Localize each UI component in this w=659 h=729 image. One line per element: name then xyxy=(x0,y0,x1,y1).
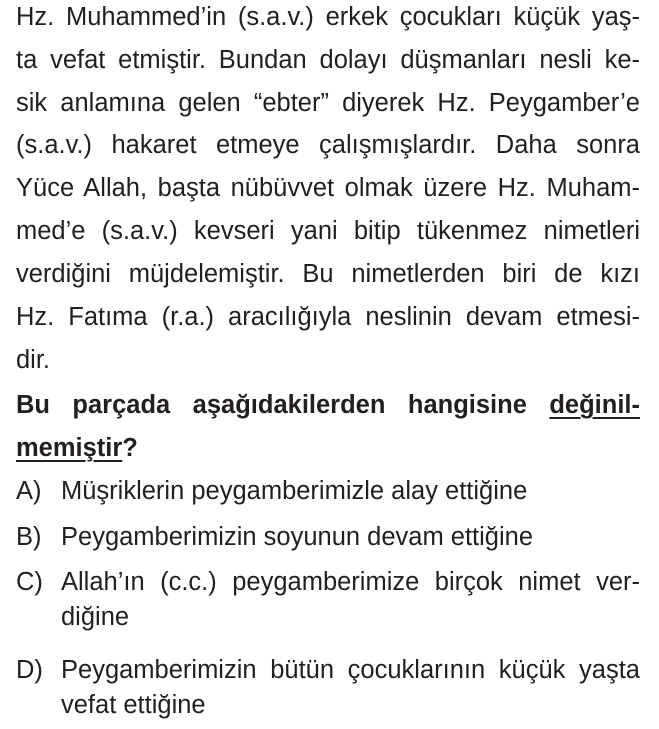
passage-line-9: dir. xyxy=(16,346,51,374)
option-d-text-line-1: Peygamberimizin bütün çocuklarının küçük yaşta xyxy=(61,656,640,684)
option-d-letter: D) xyxy=(16,656,43,684)
option-b-letter: B) xyxy=(16,523,42,551)
passage-line-2: ta vefat etmiştir. Bundan dolayı düşmanları nesli ke- xyxy=(16,46,640,74)
question-line-2 xyxy=(16,433,138,463)
option-a-text: Müşriklerin peygamberimizle alay ettiğine xyxy=(61,477,528,505)
question-negation-part-2: memiştir xyxy=(16,434,123,462)
option-d-text-line-2: vefat ettiğine xyxy=(61,691,206,719)
passage-line-3: sik anlamına gelen “ebter” diyerek Hz. Peygamber’e xyxy=(16,89,640,117)
question-mark: ? xyxy=(122,434,138,462)
question-line-1 xyxy=(16,390,640,420)
passage-line-6: med’e (s.a.v.) kevseri yani bitip tükenmez nimetleri xyxy=(16,217,640,245)
passage-line-1: Hz. Muhammed’in (s.a.v.) erkek çocukları küçük yaş- xyxy=(16,3,640,31)
question-text: Bu parçada aşağıdakilerden hangisine xyxy=(16,391,550,419)
passage-line-5: Yüce Allah, başta nübüvvet olmak üzere Hz. Muham- xyxy=(16,174,640,202)
option-c-text-line-1: Allah’ın (c.c.) peygamberimize birçok nimet ver- xyxy=(61,568,640,596)
passage-line-7: verdiğini müjdelemiştir. Bu nimetlerden biri de kızı xyxy=(16,260,640,288)
passage-line-8: Hz. Fatıma (r.a.) aracılığıyla neslinin devam etmesi- xyxy=(16,303,640,331)
option-c-letter: C) xyxy=(16,568,43,596)
passage-line-4: (s.a.v.) hakaret etmeye çalışmışlardır. Daha sonra xyxy=(16,131,640,159)
option-a-letter: A) xyxy=(16,477,42,505)
option-b-text: Peygamberimizin soyunun devam ettiğine xyxy=(61,523,533,551)
question-negation-part-1: değinil- xyxy=(549,391,640,419)
option-c-text-line-2: diğine xyxy=(61,603,130,631)
